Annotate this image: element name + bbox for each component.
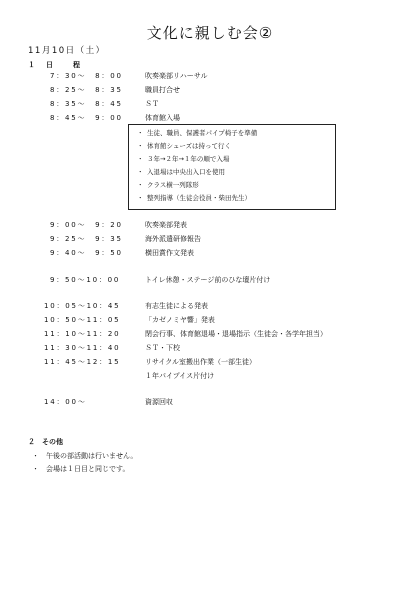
schedule-activity: 資源回収 [145,398,173,406]
schedule-time: 9：00～ 9：20 [50,221,123,229]
section-number: １ [28,61,35,69]
section-heading: その他 [42,438,63,446]
schedule-time: 8：35～ 8：45 [50,100,123,108]
schedule-time: 9：25～ 9：35 [50,235,123,243]
schedule-activity: 吹奏楽部発表 [145,221,187,229]
schedule-time: 7：30～ 8：00 [50,72,123,80]
event-date: 11月10日（土） [28,46,106,56]
page-title: 文化に親しむ会② [146,24,274,42]
schedule-activity: 横田賞作文発表 [145,249,194,257]
schedule-activity: トイレ休憩・ステージ前のひな壇片付け [145,276,271,284]
section-heading: 日 程 [46,61,82,69]
schedule-time: 9：40～ 9：50 [50,249,123,257]
schedule-time: 8：45～ 9：00 [50,114,123,122]
schedule-time: 11：30～11：40 [44,344,121,352]
box-item: ・ 入退場は中央出入口を使用 [137,168,225,176]
schedule-activity: 「カゼノミヤ響」発表 [145,316,215,324]
schedule-activity: ＳＴ・下校 [145,344,180,352]
schedule-time: 10：05～10：45 [44,302,121,310]
schedule-activity: １年パイプイス片付け [145,372,215,380]
section-number: ２ [28,438,35,446]
entry-notes-box [128,124,336,210]
schedule-time: 9：50～10：00 [50,276,121,284]
schedule-time: 14：00～ [44,398,87,406]
schedule-activity: 有志生徒による発表 [145,302,208,310]
schedule-activity: ＳＴ [145,100,159,108]
box-item: ・ 生徒、職員、保護者パイプ椅子を準備 [137,129,258,137]
note-item: ・ 午後の部活動は行いません。 [32,452,138,460]
schedule-time: 8：25～ 8：35 [50,86,123,94]
box-item: ・ ３年→２年→１年の順で入場 [137,155,230,163]
schedule-time: 11：10～11：20 [44,330,121,338]
note-item: ・ 会場は１日目と同じです。 [32,465,130,473]
schedule-activity: 海外派遣研修報告 [145,235,201,243]
schedule-time: 10：50～11：05 [44,316,121,324]
schedule-activity: リサイクル室搬出作業（一部生徒） [145,358,257,366]
schedule-activity: 閉会行事、体育館退場・退場指示（生徒会・各学年担当） [145,330,327,338]
schedule-time: 11：45～12：15 [44,358,121,366]
box-item: ・ 整列指導（生徒会役員・柴田先生） [137,194,251,202]
schedule-activity: 体育館入場 [145,114,180,122]
schedule-activity: 職員打合せ [145,86,180,94]
box-item: ・ 体育館シューズは持って行く [137,142,232,150]
schedule-activity: 吹奏楽部リハーサル [145,72,208,80]
box-item: ・ クラス横一列隊形 [137,181,199,189]
